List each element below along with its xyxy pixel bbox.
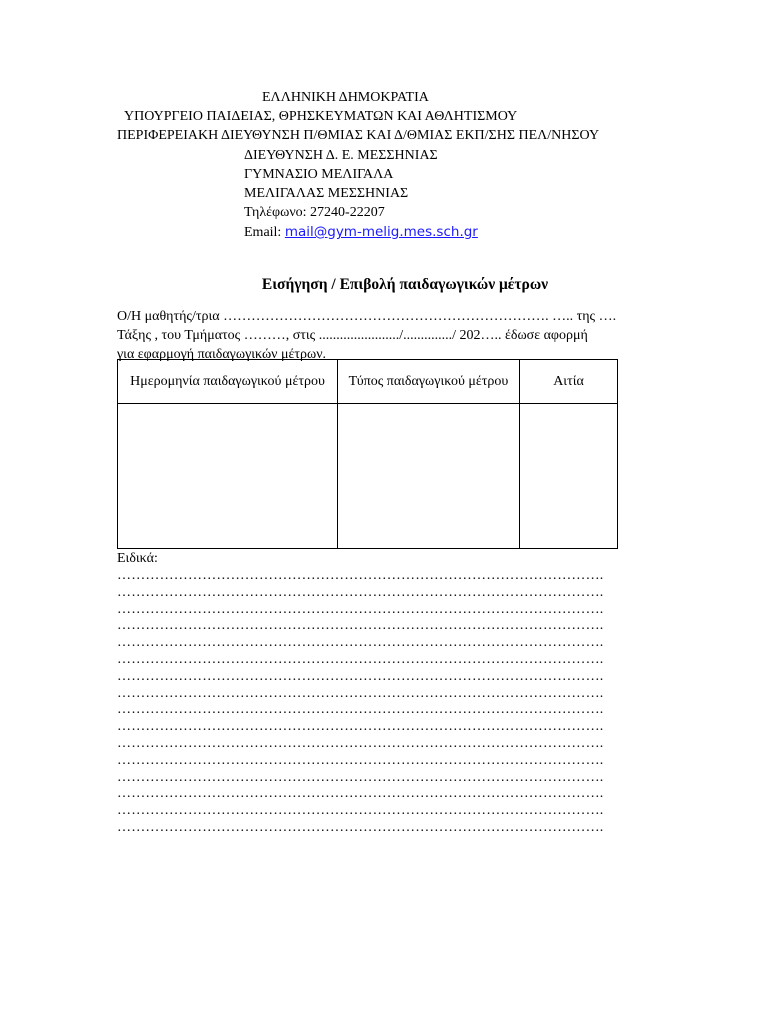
document-title: Εισήγηση / Επιβολή παιδαγωγικών μέτρων xyxy=(261,276,549,293)
header-phone: Τηλέφωνο: 27240-22207 xyxy=(244,205,385,220)
specifics-line: …………………………………………………………………………………………. xyxy=(117,651,604,667)
specifics-line: …………………………………………………………………………………………. xyxy=(117,786,604,802)
specifics-line: …………………………………………………………………………………………. xyxy=(117,618,604,634)
intro-paragraph xyxy=(117,307,652,364)
specifics-line: …………………………………………………………………………………………. xyxy=(117,668,604,684)
specifics-label: Ειδικά: xyxy=(117,551,158,566)
header-location: ΜΕΛΙΓΑΛΑΣ ΜΕΣΣΗΝΙΑΣ xyxy=(244,186,409,201)
specifics-line: …………………………………………………………………………………………. xyxy=(117,752,604,768)
specifics-line: …………………………………………………………………………………………. xyxy=(117,719,604,735)
email-label: Email: xyxy=(244,225,285,240)
specifics-line: …………………………………………………………………………………………. xyxy=(117,568,604,583)
header-republic: ΕΛΛΗΝΙΚΗ ΔΗΜΟΚΡΑΤΙΑ xyxy=(262,90,429,105)
header-ministry: ΥΠΟΥΡΓΕΙΟ ΠΑΙΔΕΙΑΣ, ΘΡΗΣΚΕΥΜΑΤΩΝ ΚΑΙ ΑΘΛΗΤΙΣΜΟΥ xyxy=(124,109,518,124)
specifics-line: …………………………………………………………………………………………. xyxy=(117,769,604,785)
table-header-row xyxy=(118,360,618,404)
cell-type[interactable] xyxy=(338,404,520,549)
intro-line-class-text: Τάξης , του Τμήματος ………, στις ......................./............../ 202….. xyxy=(117,328,502,343)
specifics-line: …………………………………………………………………………………………. xyxy=(117,702,604,718)
specifics-line: …………………………………………………………………………………………. xyxy=(117,685,604,701)
intro-line-purpose: για εφαρμογή παιδαγωγικών μέτρων. xyxy=(117,347,327,362)
intro-line-class-end: έδωσε αφορμή xyxy=(504,328,588,343)
specifics-lines[interactable] xyxy=(117,568,647,837)
cell-reason[interactable] xyxy=(520,404,618,549)
header-school: ΓΥΜΝΑΣΙΟ ΜΕΛΙΓΑΛΑ xyxy=(244,167,394,182)
specifics-line: …………………………………………………………………………………………. xyxy=(117,819,604,835)
email-link[interactable]: mail@gym-melig.mes.sch.gr xyxy=(284,224,478,240)
measures-table-wrap xyxy=(117,359,618,549)
specifics-line: …………………………………………………………………………………………. xyxy=(117,803,604,819)
header-directorate: ΔΙΕΥΘΥΝΣΗ Δ. Ε. ΜΕΣΣΗΝΙΑΣ xyxy=(244,148,438,163)
specifics-line: …………………………………………………………………………………………. xyxy=(117,635,604,651)
measures-table xyxy=(117,359,618,549)
table-row xyxy=(118,404,618,549)
specifics-line: …………………………………………………………………………………………. xyxy=(117,601,604,617)
header-type: Τύπος παιδαγωγικού μέτρου xyxy=(338,360,520,404)
specifics-line: …………………………………………………………………………………………. xyxy=(117,735,604,751)
intro-line-class xyxy=(117,326,652,345)
cell-date[interactable] xyxy=(118,404,338,549)
header-reason: Αιτία xyxy=(520,360,618,404)
header-regional-directorate: ΠΕΡΙΦΕΡΕΙΑΚΗ ΔΙΕΥΘΥΝΣΗ Π/ΘΜΙΑΣ ΚΑΙ Δ/ΘΜΙΑΣ ΕΚΠ/ΣΗΣ ΠΕΛ/ΝΗΣΟΥ xyxy=(117,128,600,143)
intro-line-student: Ο/Η μαθητής/τρια ……………………………………………………………. ….. της …. xyxy=(117,309,617,324)
header-date: Ημερομηνία παιδαγωγικού μέτρου xyxy=(118,360,338,404)
header-email xyxy=(244,223,478,242)
specifics-line: …………………………………………………………………………………………. xyxy=(117,584,604,600)
